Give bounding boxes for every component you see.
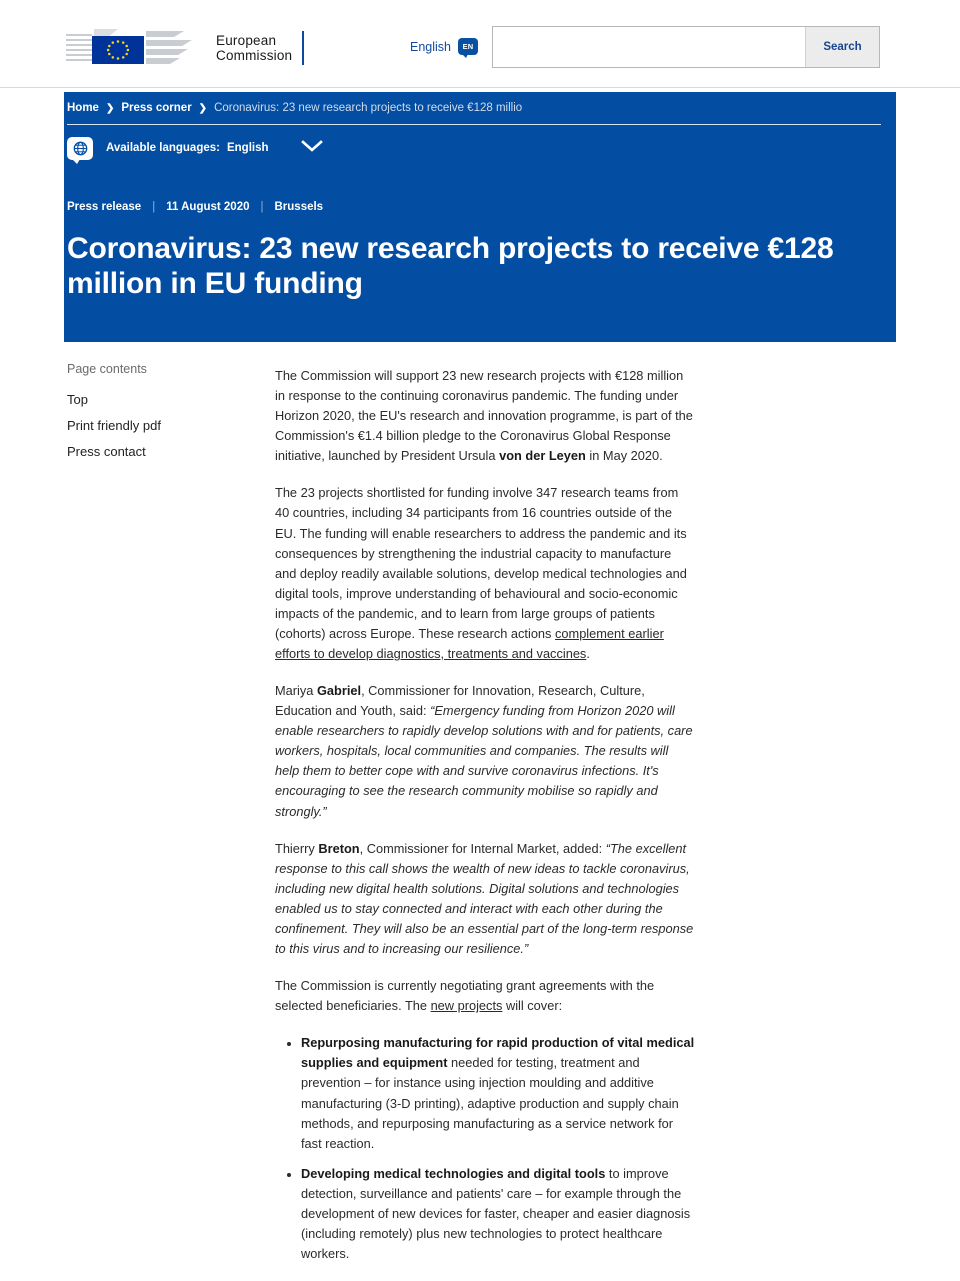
quote-gabriel-name-a: Mariya: [275, 683, 317, 699]
breadcrumb-item-press-corner[interactable]: Press corner: [121, 102, 192, 114]
meta-separator: |: [152, 201, 156, 213]
projects-bullet-list: [275, 1033, 695, 1264]
bullet-2-rest: to improve detection, surveillance and patients' care – for example through the development of new devices for faster, cheaper and easier diagnosis (including remotely) plus new technologies to protect healthcare workers.: [301, 1165, 691, 1262]
breadcrumb-divider: [67, 124, 881, 125]
eu-flag: [92, 36, 144, 64]
meta-separator: |: [260, 201, 264, 213]
paragraph-intro-bold: von der Leyen: [499, 448, 586, 464]
quote-gabriel-text: “Emergency funding from Horizon 2020 will enable researchers to rapidly develop solutions with and for patients, care workers, hospitals, local communities and companies. The results will help them to better cope with and survive coronavirus infections. It's encouraging to see the research community mobilise so rapidly and strongly.”: [275, 703, 693, 819]
link-complement-earlier-efforts[interactable]: complement earlier efforts to develop diagnostics, treatments and vaccines: [275, 625, 664, 662]
search-input[interactable]: [493, 27, 805, 67]
paragraph-grant-text-a: The Commission is currently negotiating grant agreements with the selected beneficiaries. The: [275, 978, 655, 1014]
search-bar: [492, 26, 880, 68]
link-new-projects[interactable]: new projects: [430, 998, 503, 1014]
paragraph-grant-text-b: will cover:: [502, 998, 563, 1014]
eu-flag-ribbon-icon: [64, 25, 214, 71]
available-languages-bar[interactable]: [64, 125, 896, 171]
breadcrumb-separator-icon: ❯: [105, 102, 115, 114]
language-code-bubble-icon: [458, 38, 478, 55]
available-languages-label: Available languages:: [106, 142, 220, 154]
available-languages-value: English: [226, 142, 269, 154]
bullet-1-bold: Repurposing manufacturing for rapid production of vital medical supplies and equipment: [301, 1035, 695, 1071]
paragraph-grant-agreements: [275, 976, 695, 1016]
quote-gabriel-surname: Gabriel: [316, 683, 362, 699]
quote-breton-role: , Commissioner for Internal Market, added:: [359, 840, 606, 856]
page-banner: [64, 92, 896, 342]
search-button[interactable]: Search: [805, 27, 879, 67]
meta-location: Brussels: [274, 201, 324, 213]
sidebar-item-press-contact[interactable]: Press contact: [67, 444, 146, 459]
paragraph-intro: [275, 366, 695, 466]
logo-line-2: Commission: [216, 48, 293, 63]
quote-gabriel-role: , Commissioner for Innovation, Research, Culture, Education and Youth, said:: [275, 683, 645, 719]
breadcrumb: [64, 92, 896, 124]
bullet-2-bold: Developing medical technologies and digital tools: [301, 1165, 606, 1181]
quote-breton-name-a: Thierry: [275, 840, 319, 856]
paragraph-quote-breton: [275, 839, 695, 959]
language-switcher-label: English: [410, 39, 451, 54]
meta-date: 11 August 2020: [166, 201, 250, 213]
language-switcher[interactable]: [410, 38, 478, 55]
press-release-meta: [64, 201, 896, 213]
paragraph-intro-text-b: in May 2020.: [585, 448, 663, 464]
breadcrumb-item-home[interactable]: Home: [67, 102, 99, 114]
paragraph-projects: [275, 483, 695, 664]
globe-icon: [67, 137, 93, 160]
logo-wordmark: [216, 33, 292, 63]
sidebar-item-print-friendly-pdf[interactable]: Print friendly pdf: [67, 418, 161, 433]
list-item: [301, 1033, 695, 1153]
paragraph-projects-text-b: .: [586, 646, 590, 662]
page-contents-heading: Page contents: [67, 362, 147, 376]
quote-breton-text: “The excellent response to this call shows the wealth of new ideas to tackle coronavirus, including new digital health solutions. Digital solutions and technologies enabled us to stay connected and interact with each other during the confinement. They will also be an essential part of the long-term response to this virus and to increasing our resilience.”: [275, 840, 694, 957]
site-header: [0, 0, 960, 88]
logo-accent-bar: [302, 31, 304, 65]
paragraph-quote-gabriel: [275, 681, 695, 822]
paragraph-projects-text-a: The 23 projects shortlisted for funding involve 347 research teams from 40 countries, including 34 participants from 16 countries outside of the EU. The funding will enable researchers to address the pandemic and its consequences by strengthening the industrial capacity to manufacture and deploy readily available solutions, develop medical technologies and digital tools, improve understanding of behavioural and socio-economic impacts of the pandemic, and to learn from large groups of patients (cohorts) across Europe. These research actions: [275, 485, 687, 641]
logo-line-1: European: [216, 33, 277, 48]
article-body: [275, 366, 695, 1281]
language-code-text: EN: [462, 42, 474, 51]
european-commission-logo[interactable]: [64, 24, 304, 72]
breadcrumb-item-current: Coronavirus: 23 new research projects to receive €128 millio: [214, 102, 523, 114]
paragraph-intro-text-a: The Commission will support 23 new research projects with €128 million in response to the continuing coronavirus pandemic. The funding under Horizon 2020, the EU's research and innovation programme, is part of the Commission's €1.4 billion pledge to the Coronavirus Global Response initiative, launched by President Ursula: [275, 368, 693, 464]
meta-type: Press release: [67, 201, 142, 213]
sidebar-item-top[interactable]: Top: [67, 392, 88, 407]
page-title: Coronavirus: 23 new research projects to receive €128 million in EU funding: [67, 232, 834, 301]
chevron-down-icon[interactable]: [299, 138, 325, 159]
breadcrumb-separator-icon: ❯: [198, 102, 208, 114]
page-contents-sidebar: [67, 362, 247, 470]
bullet-1-rest: needed for testing, treatment and prevention – for instance using injection moulding and additive manufacturing (3-D printing), adaptive production and supply chain methods, and repurposing manufacturing as a service network for fast reaction.: [301, 1055, 679, 1151]
quote-breton-surname: Breton: [318, 840, 360, 856]
list-item: [301, 1164, 695, 1264]
